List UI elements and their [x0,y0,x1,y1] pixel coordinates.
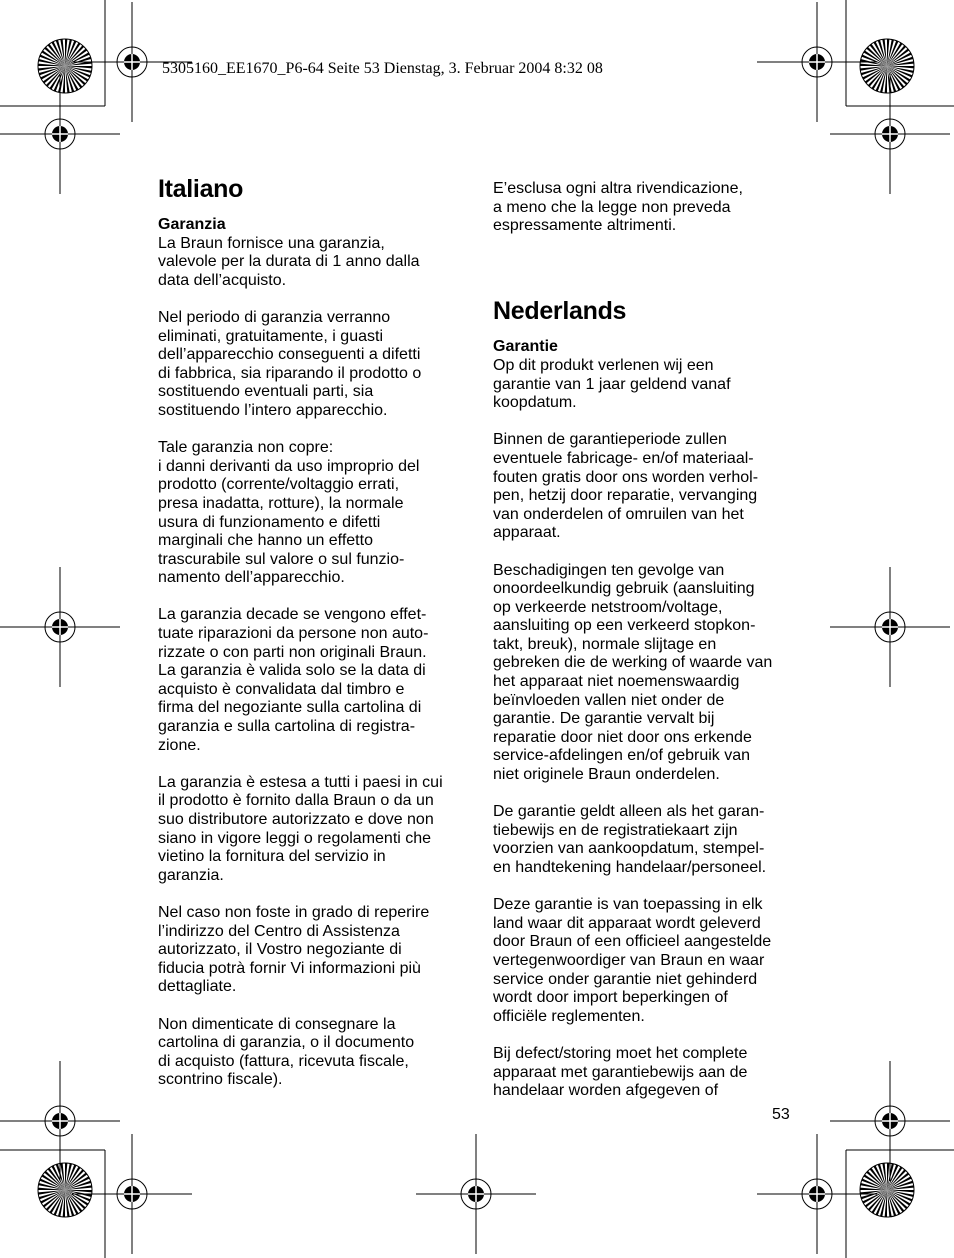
registration-mark-bottom-center [416,1134,536,1254]
italiano-subtitle: Garanzia [158,216,226,233]
star-target-top-left [37,38,93,94]
registration-mark-right-middle [830,567,950,687]
nederlands-paragraph: Op dit produkt verlenen wij een garantie van 1 jaar geldend vanaf koopdatum. [493,356,731,412]
nederlands-paragraph: Beschadigingen ten gevolge van onoordeelkundig gebruik (aansluiting op verkeerde netstroom/voltage, aansluiting op een verkeerd stopkon- takt, breuk), normale slijtage en gebreken die de werking of waarde van het apparaat niet noemenswaardig beïnvloeden vallen niet onder de garantie. De garantie vervalt bij reparatie door niet door ons erkende service-afdelingen en/of gebruik van niet originele Braun onderdelen. [493,561,773,784]
star-target-top-right [859,38,915,94]
nederlands-title: Nederlands [493,297,627,326]
nederlands-column [493,180,793,1119]
italiano-paragraph: La garanzia è estesa a tutti i paesi in cui il prodotto è fornito dalla Braun o da un suo distributore autorizzato e dove non siano in vigore leggi o regolamenti che vietino la fornitura del servizio in garanzia. [158,773,443,884]
star-target-bottom-left [37,1162,93,1218]
italiano-paragraph: Non dimenticate di consegnare la cartolina di garanzia, o il documento di acquisto (fattura, ricevuta fiscale, scontrino fiscale). [158,1015,415,1089]
page-number: 53 [772,1106,790,1123]
italiano-paragraph: Nel periodo di garanzia verranno eliminati, gratuitamente, i guasti dell’apparecchio conseguenti a difetti di fabbrica, sia riparando il prodotto o sostituendo eventuali parti, sia sostituendo l’intero apparecchio. [158,308,422,419]
italiano-title: Italiano [158,175,244,203]
nederlands-paragraph: Binnen de garantieperiode zullen eventuele fabricage- en/of materiaal- fouten gratis door ons worden verhol- pen, hetzij door reparatie, vervanging van onderdelen of omruilen van het apparaat. [493,431,759,542]
nederlands-paragraph: De garantie geldt alleen als het garan- tiebewijs en de registratiekaart zijn voorzien van aankoopdatum, stempel- en handtekening handelaar/personeel. [493,803,767,876]
italiano-paragraph: La Braun fornisce una garanzia, valevole per la durata di 1 anno dalla data dell’acquisto. [158,234,420,289]
italiano-paragraph: La garanzia decade se vengono effet- tuate riparazioni da persone non auto- rizzate o con parti non originali Braun. La garanzia è valida solo se la data di acquisto è convalidata dal timbro e firma del negoziante sulla cartolina di garanzia e sulla cartolina di registra- zione. [158,606,429,754]
nederlands-subtitle: Garantie [493,338,558,356]
nederlands-paragraph: Deze garantie is van toepassing in elk land waar dit apparaat wordt geleverd door Braun of een officieel aangestelde vertegenwoordiger van Braun en waar service onder garantie niet gehinderd wordt door import beperkingen of officiële reglementen. [493,896,772,1025]
nederlands-paragraph: Bij defect/storing moet het complete apparaat met garantiebewijs aan de handelaar worden afgegeven of [493,1044,748,1100]
italiano-section [158,172,458,1109]
registration-mark-left-middle [0,567,120,687]
italiano-paragraph: Tale garanzia non copre: i danni derivanti da uso improprio del prodotto (corrente/voltaggio errati, presa inadatta, rotture), la normale usura di funzionamento e difetti marginali che hanno un effetto trascurabile sul valore o sul funzio- namento dell’apparecchio. [158,439,420,587]
star-target-bottom-right [859,1162,915,1218]
italiano-paragraph: Nel caso non foste in grado di reperire l’indirizzo del Centro di Assistenza autorizzato, il Vostro negoziante di fiducia potrà fornir Vi informazioni più dettagliate. [158,903,430,996]
italiano-continuation: E’esclusa ogni altra rivendicazione, a meno che la legge non preveda espressamente altrimenti. [493,180,743,235]
print-header: 5305160_EE1670_P6-64 Seite 53 Dienstag, 3. Februar 2004 8:32 08 [162,60,603,77]
